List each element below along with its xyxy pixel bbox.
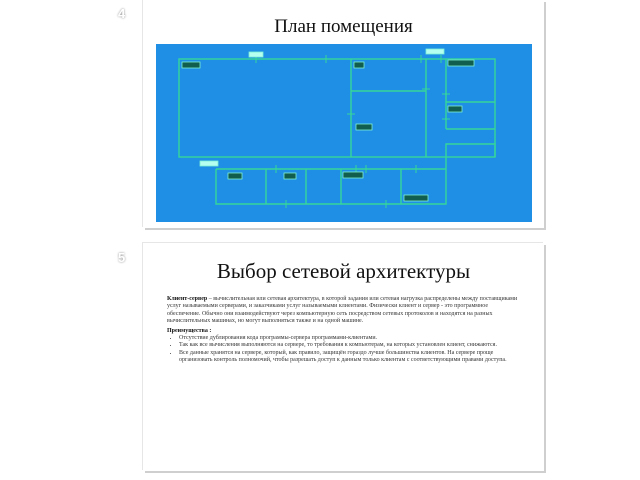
list-item: • Все данные хранятся на сервере, который, как правило, защищён гораздо лучше большинства клиентов. На сервере проще организовать контроль полномочий, чтобы разрешать доступ к данным только клиентам с соответствующими правами доступа. bbox=[179, 350, 522, 365]
floor-plan-walls bbox=[179, 59, 495, 204]
computer-device bbox=[284, 173, 296, 179]
computer-device bbox=[356, 124, 372, 130]
computer-device bbox=[448, 60, 474, 66]
computer-device bbox=[343, 172, 363, 178]
router-device bbox=[200, 161, 218, 166]
computer-device bbox=[182, 62, 200, 68]
definition-paragraph bbox=[167, 296, 522, 326]
computer-device bbox=[448, 106, 462, 112]
door-marks bbox=[256, 55, 450, 208]
computer-device bbox=[354, 62, 364, 68]
computer-device bbox=[228, 173, 242, 179]
computer-device bbox=[404, 195, 428, 201]
floor-plan-drawing bbox=[156, 44, 532, 222]
slide-title: План помещения bbox=[274, 16, 413, 37]
definition-term: Клиент-сервер bbox=[167, 296, 208, 302]
slide-title: Выбор сетевой архитектуры bbox=[216, 259, 471, 283]
slide-thumbnail-5[interactable] bbox=[143, 243, 544, 471]
network-devices bbox=[182, 49, 474, 201]
slide-thumbnail-4[interactable] bbox=[143, 0, 544, 228]
advantages-heading: Преимущества : bbox=[167, 327, 212, 334]
definition-text: – вычислительная или сетевая архитектура, в которой задания или сетевая нагрузка распределены между поставщиками услуг называемыми серверами, и заказчиками услуг называемыми клиентами. Физически клиент и сервер - это программное обеспечение. Обычно они взаимодействуют через компьютерную сеть посредством сетевых протоколов и находятся на разных вычислительных машинах, но могут выполняться также и на одной машине. bbox=[167, 296, 518, 325]
floor-plan-diagram bbox=[156, 44, 532, 222]
list-item: • Отсутствие дублирования кода программы-сервера программами-клиентами. bbox=[179, 335, 522, 342]
list-item: • Так как все вычисления выполняются на сервере, то требования к компьютерам, на которых установлен клиент, снижаются. bbox=[179, 342, 522, 349]
slide-body bbox=[167, 296, 522, 365]
advantages-list bbox=[167, 335, 522, 365]
slide-number-4: 4 bbox=[118, 6, 126, 21]
slide-number-5: 5 bbox=[118, 250, 126, 265]
router-device bbox=[426, 49, 444, 54]
router-device bbox=[249, 52, 263, 57]
